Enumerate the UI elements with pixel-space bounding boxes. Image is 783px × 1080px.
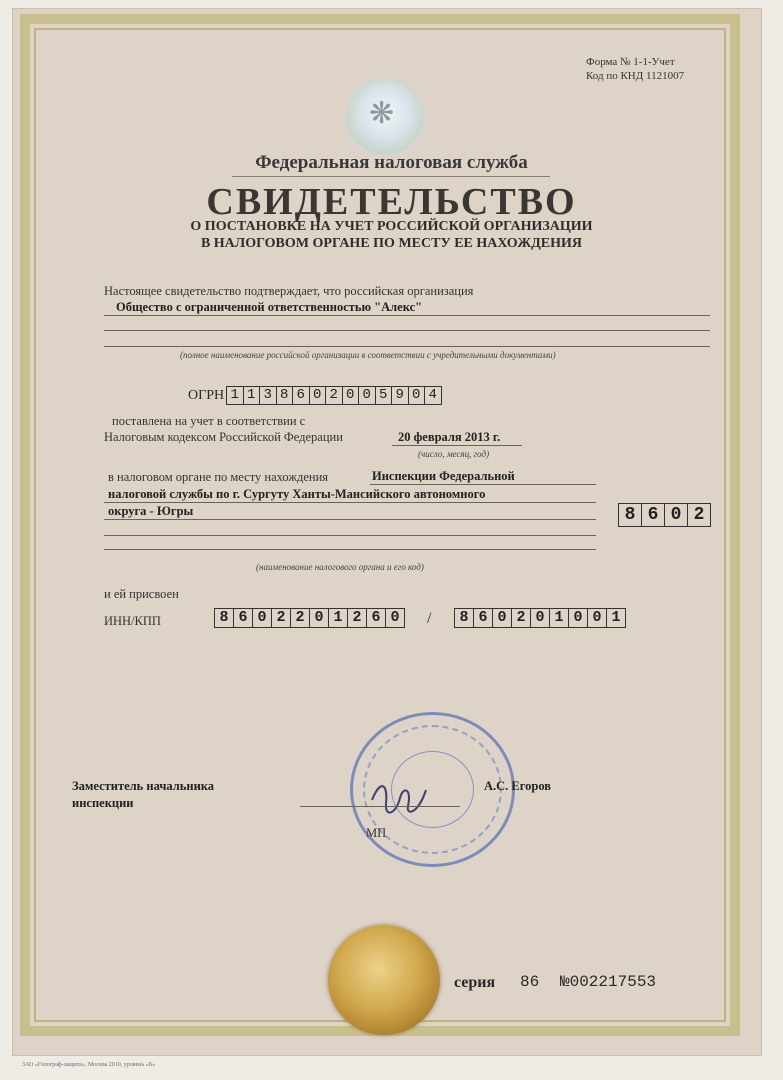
registered-text-2: Налоговым кодексом Российской Федерации: [104, 430, 343, 444]
digit-cell: 2: [512, 609, 531, 627]
registration-date: 20 февраля 2013 г.: [398, 430, 501, 444]
digit-cell: 6: [642, 504, 665, 526]
form-number: Форма № 1-1-Учет: [586, 56, 675, 68]
digit-cell: 6: [293, 387, 310, 404]
inn-kpp-separator: /: [427, 610, 432, 627]
ogrn-label: ОГРН: [188, 388, 225, 403]
digit-cell: 8: [455, 609, 474, 627]
digit-cell: 0: [588, 609, 607, 627]
gold-seal-icon: [328, 925, 440, 1035]
org-name-caption: (полное наименование российской организации в соответствии с учредительными документами): [180, 350, 556, 360]
digit-cell: 1: [329, 609, 348, 627]
digit-cell: 2: [348, 609, 367, 627]
digit-cell: 2: [326, 387, 343, 404]
printer-imprint: ЗАО «Голограф-защита», Москва 2010, уровень «Б»: [22, 1062, 156, 1068]
digit-cell: 1: [550, 609, 569, 627]
digit-cell: 0: [343, 387, 360, 404]
authority-code-digits: [618, 503, 711, 527]
authority-line-2: налоговой службы по г. Сургуту Ханты-Мансийского автономного: [108, 487, 486, 501]
digit-cell: 0: [310, 387, 327, 404]
digit-cell: 0: [253, 609, 272, 627]
digit-cell: 1: [611, 609, 621, 626]
document-title: СВИДЕТЕЛЬСТВО: [206, 181, 577, 223]
digit-cell: 0: [665, 504, 688, 526]
digit-cell: 9: [392, 387, 409, 404]
serial-number: №002217553: [560, 973, 657, 991]
inn-digits: [214, 608, 405, 628]
agency-underline: [232, 176, 550, 177]
authority-caption: (наименование налогового органа и его код): [256, 562, 424, 572]
digit-cell: 6: [234, 609, 253, 627]
digit-cell: 3: [260, 387, 277, 404]
series-value: 86: [520, 973, 540, 991]
digit-cell: 8: [277, 387, 294, 404]
digit-cell: 5: [376, 387, 393, 404]
ogrn-digits: [226, 386, 442, 405]
signer-position-2: инспекции: [72, 796, 134, 810]
digit-cell: 0: [390, 609, 400, 626]
digit-cell: 4: [428, 387, 437, 403]
digit-cell: 0: [409, 387, 426, 404]
date-caption: (число, месяц, год): [418, 449, 490, 459]
signer-position-1: Заместитель начальника: [72, 779, 215, 793]
digit-cell: 0: [359, 387, 376, 404]
subtitle-line-1: О ПОСТАНОВКЕ НА УЧЕТ РОССИЙСКОЙ ОРГАНИЗАЦИИ: [190, 219, 593, 234]
digit-cell: 8: [215, 609, 234, 627]
subtitle-line-2: В НАЛОГОВОМ ОРГАНЕ ПО МЕСТУ ЕЕ НАХОЖДЕНИЯ: [200, 236, 583, 251]
intro-text: Настоящее свидетельство подтверждает, что российская организация: [104, 284, 474, 298]
registered-text-1: поставлена на учет в соответствии с: [112, 414, 306, 428]
digit-cell: 6: [474, 609, 493, 627]
digit-cell: 0: [493, 609, 512, 627]
digit-cell: 2: [291, 609, 310, 627]
stamp-place-label: МП: [366, 826, 387, 840]
authority-prefix: в налоговом органе по месту нахождения: [108, 470, 329, 484]
org-name-line-3: [104, 346, 710, 347]
authority-underline-2: [104, 502, 596, 503]
organization-name: Общество с ограниченной ответственностью "Алекс": [116, 300, 423, 314]
org-name-line-1: [104, 315, 710, 316]
authority-line-1: Инспекции Федеральной: [372, 469, 515, 483]
date-line: [392, 445, 522, 446]
digit-cell: 2: [693, 505, 705, 525]
authority-underline-4: [104, 535, 596, 536]
authority-underline-1: [370, 484, 596, 485]
agency-name: Федеральная налоговая служба: [255, 152, 528, 173]
digit-cell: 6: [367, 609, 386, 627]
authority-line-3: округа - Югры: [108, 504, 194, 518]
authority-underline-5: [104, 549, 596, 550]
series-label: серия: [454, 974, 496, 991]
inn-kpp-label: ИНН/КПП: [104, 614, 161, 628]
digit-cell: 0: [569, 609, 588, 627]
digit-cell: 0: [531, 609, 550, 627]
digit-cell: 8: [619, 504, 642, 526]
org-name-line-2: [104, 330, 710, 331]
digit-cell: 2: [272, 609, 291, 627]
hologram-emblem-icon: ❋: [345, 78, 425, 156]
kpp-digits: [454, 608, 626, 628]
digit-cell: 1: [244, 387, 261, 404]
digit-cell: 1: [227, 387, 244, 404]
signer-name: А.С. Егоров: [484, 779, 552, 793]
knd-code: Код по КНД 1121007: [586, 70, 685, 82]
digit-cell: 0: [310, 609, 329, 627]
signature-line: [300, 806, 460, 807]
handwritten-signature: [366, 770, 436, 830]
authority-underline-3: [104, 519, 596, 520]
assigned-text: и ей присвоен: [104, 587, 179, 601]
